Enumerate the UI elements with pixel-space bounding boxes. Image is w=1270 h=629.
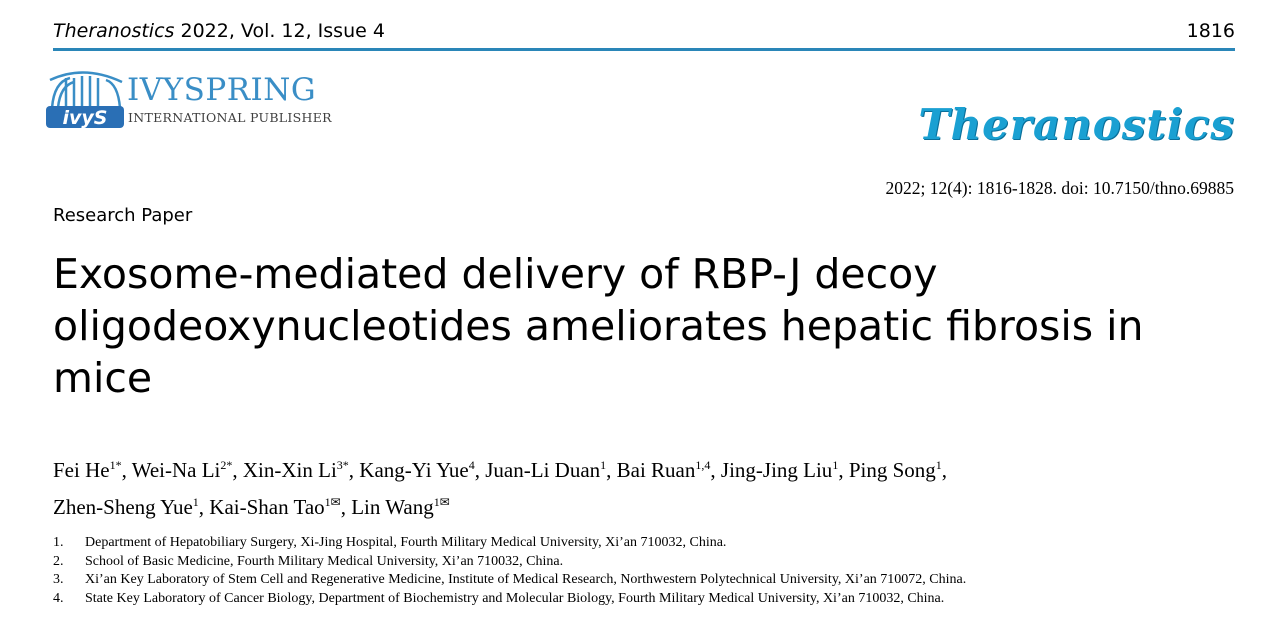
- header-rule: [53, 48, 1235, 51]
- article-title: Exosome-mediated delivery of RBP-J decoy oligodeoxynucleotides ameliorates hepatic fibrosis in mice: [53, 250, 1144, 402]
- publisher-logo: [44, 68, 344, 132]
- journal-name: Theranostics: [53, 20, 175, 42]
- article-type: Research Paper: [53, 205, 193, 226]
- svg-text:ivyS: ivyS: [62, 107, 108, 129]
- author: Juan-Li Duan$^1$,: [485, 458, 617, 482]
- page-number: 1816: [1186, 20, 1235, 42]
- affiliation-item: 3. Xi’an Key Laboratory of Stem Cell and Regenerative Medicine, Institute of Medical Research, Northwestern Polytechnical University, Xi’an 710072, China.: [53, 572, 967, 587]
- journal-logo: Theranostics: [918, 100, 1235, 149]
- journal-volume-line: [53, 20, 385, 42]
- author: Kai-Shan Tao$^{1✉}$,: [209, 495, 352, 519]
- volume-info: 2022, Vol. 12, Issue 4: [180, 20, 385, 42]
- running-header: [53, 20, 1235, 48]
- author-list: [53, 449, 1233, 523]
- affiliation-item: 1. Department of Hepatobiliary Surgery, Xi-Jing Hospital, Fourth Military Medical University, Xi’an 710032, China.: [53, 535, 727, 550]
- author: Bai Ruan$^{1,4}$,: [616, 458, 721, 482]
- affiliation-item: 4. State Key Laboratory of Cancer Biology, Department of Biochemistry and Molecular Biology, Fourth Military Medical University, Xi’an 710032, China.: [53, 590, 945, 606]
- author: Kang-Yi Yue$^4$,: [359, 458, 486, 482]
- author: Lin Wang$^{1✉}$: [351, 495, 450, 519]
- author: Xin-Xin $Li^{3*}$,: [242, 458, 360, 482]
- author: Jing-Jing Liu$^1$,: [720, 458, 849, 482]
- publisher-subtitle: INTERNATIONAL PUBLISHER: [128, 110, 332, 125]
- ivyspring-emblem-icon: [44, 68, 126, 132]
- publisher-name: IVYSPRING: [127, 72, 317, 108]
- citation-doi: 2022; 12(4): 1816-1828. doi: 10.7150/thno.69885: [885, 178, 1234, 198]
- affiliation-item: 2. School of Basic Medicine, Fourth Military Medical University, Xi’an 710032, China.: [53, 553, 564, 569]
- author: Wei-Na $Li^{2*}$,: [131, 458, 243, 482]
- author: Ping Song$^1$,: [848, 458, 948, 482]
- author: Zhen-Sheng Yue$^1$,: [53, 495, 210, 519]
- affiliation-list: [53, 534, 1243, 608]
- author: Fei $He^{1*}$,: [53, 458, 132, 482]
